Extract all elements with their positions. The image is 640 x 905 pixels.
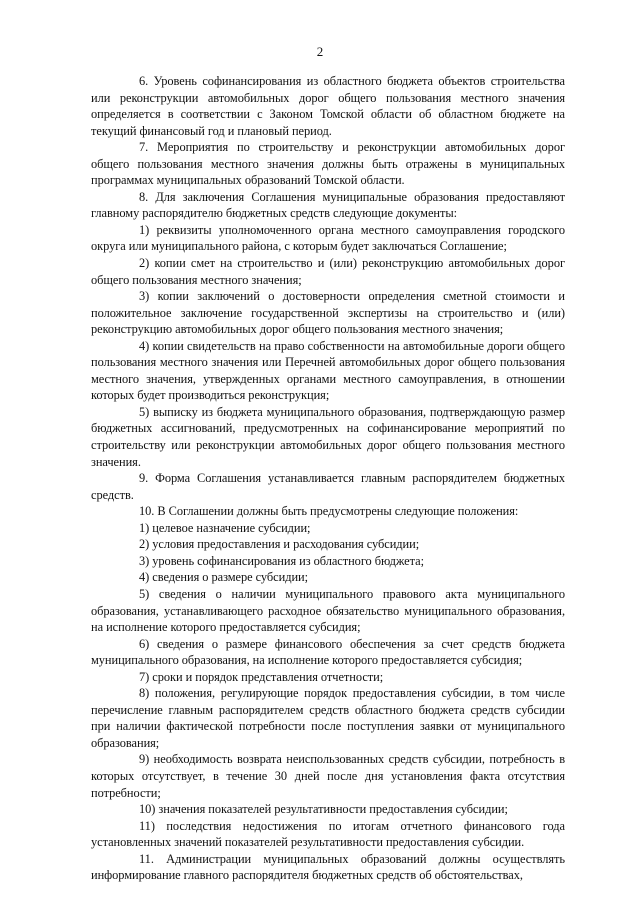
paragraph-10-item-10: 10) значения показателей результативности предоставления субсидии; [139,802,508,817]
paragraph-10-item-8: 8) положения, регулирующие порядок предоставления субсидии, в том числе перечисление главным распорядителем средств областного бюджета средств субсидии при наличии фактической потребности после поступления заявки от муниципального образования; [91,686,565,750]
paragraph-10: 10. В Соглашении должны быть предусмотрены следующие положения: [139,504,519,519]
paragraph-10-item-4: 4) сведения о размере субсидии; [139,570,308,585]
paragraph-10-item-6: 6) сведения о размере финансового обеспечения за счет средств бюджета муниципального образования, на исполнение которого предоставляется субсидия; [91,636,565,668]
paragraph-10-item-9: 9) необходимость возврата неиспользованных средств субсидии, потребность в которых отсутствует, в течение 30 дней после дня установления факта отсутствия потребности; [91,752,565,800]
paragraph-8-item-4: 4) копии свидетельств на право собственности на автомобильные дороги общего пользования местного значения или Перечней автомобильных дорог общего пользования местного значения, утвержденных органами местного самоуправления, в отношении которых будет производиться реконструкция; [91,338,565,403]
document-body [91,73,565,884]
paragraph-10-item-5: 5) сведения о наличии муниципального правового акта муниципального образования, устанавливающего расходное обязательство муниципального образования, на исполнение которого предоставляется субсидия; [91,586,565,635]
paragraph-10-item-3: 3) уровень софинансирования из областного бюджета; [139,553,424,568]
paragraph-8-item-2: 2) копии смет на строительство и (или) реконструкцию автомобильных дорог общего пользования местного значения; [91,256,565,287]
page-number: 2 [316,44,324,59]
paragraph-7: 7. Мероприятия по строительству и реконструкции автомобильных дорог общего пользования местного значения должны быть отражены в муниципальных программах муниципальных образований Томской области. [91,140,565,188]
paragraph-8-item-1: 1) реквизиты уполномоченного органа местного самоуправления городского округа или муниципального района, с которым будет заключаться Соглашение; [91,222,565,254]
paragraph-8-item-3: 3) копии заключений о достоверности определения сметной стоимости и положительное заключение государственной экспертизы на строительство и (или) реконструкцию автомобильных дорог общего пользования местного значения; [91,289,565,337]
paragraph-10-item-7: 7) сроки и порядок представления отчетности; [139,669,384,684]
paragraph-10-item-11: 11) последствия недостижения по итогам отчетного финансового года установленных значений показателей результативности предоставления субсидии. [91,818,565,850]
paragraph-8-item-5: 5) выписку из бюджета муниципального образования, подтверждающую размер бюджетных ассигнований, предусмотренных на софинансирование мероприятий по строительству или реконструкции автомобильных дорог общего пользования местного значения. [91,404,565,469]
paragraph-10-item-2: 2) условия предоставления и расходования субсидии; [139,537,420,552]
paragraph-10-item-1: 1) целевое назначение субсидии; [139,520,311,535]
paragraph-8: 8. Для заключения Соглашения муниципальные образования предоставляют главному распорядителю бюджетных средств следующие документы: [91,189,565,221]
paragraph-11: 11. Администрации муниципальных образований должны осуществлять информирование главного распорядителя бюджетных средств об обстоятельствах, [91,851,565,883]
paragraph-9: 9. Форма Соглашения устанавливается главным распорядителем бюджетных средств. [91,471,565,502]
paragraph-6: 6. Уровень софинансирования из областного бюджета объектов строительства или реконструкции автомобильных дорог общего пользования местного значения определяется в соответствии с Законом Томской области об областном бюджете на текущий финансовый год и плановый период. [91,74,565,138]
